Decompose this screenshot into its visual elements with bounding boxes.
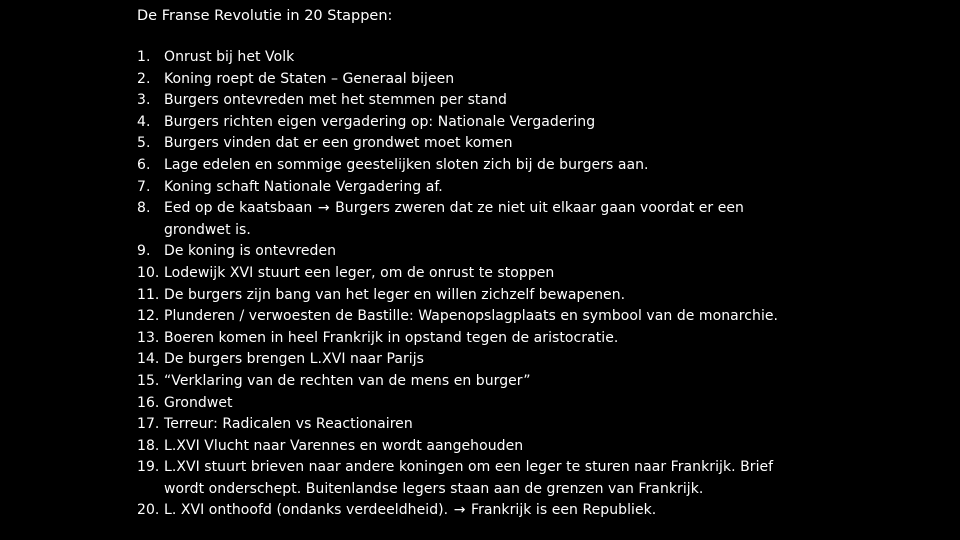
arrow-right-icon: → [453, 502, 466, 519]
item-number: 14. [137, 351, 160, 368]
item-text: Lage edelen en sommige geestelijken sloten zich bij de burgers aan. [164, 156, 649, 173]
item-text: Onrust bij het Volk [164, 49, 295, 65]
list-item-14 [137, 349, 937, 371]
item-number: 12. [137, 308, 160, 325]
item-text-after: Burgers zweren dat ze niet uit elkaar gaan voordat er een grondwet is. [164, 200, 744, 238]
item-number: 19. [137, 459, 160, 476]
item-number: 5. [137, 135, 151, 152]
item-number: 17. [137, 416, 160, 433]
item-text: Koning schaft Nationale Vergadering af. [164, 178, 443, 195]
steps-list [137, 47, 937, 522]
item-text: L.XVI stuurt brieven naar andere koningen om een leger te sturen naar Frankrijk. Brief wordt onderschept. Buitenlandse legers staan aan de grenzen van Frankrijk. [164, 459, 774, 497]
list-item-18 [137, 436, 937, 458]
item-number: 10. [137, 264, 160, 281]
item-number: 9. [137, 243, 151, 260]
list-item-16 [137, 393, 937, 415]
list-item-2 [137, 69, 937, 91]
item-text: Terreur: Radicalen vs Reactionairen [164, 416, 413, 433]
item-text: Burgers vinden dat er een grondwet moet komen [164, 135, 513, 152]
list-item-15 [137, 371, 937, 393]
item-text [164, 198, 804, 241]
list-item-4 [137, 112, 937, 134]
item-text: Koning roept de Staten – Generaal bijeen [164, 70, 455, 87]
item-text: L.XVI Vlucht naar Varennes en wordt aangehouden [164, 437, 524, 454]
item-number: 13. [137, 329, 160, 346]
item-text: De burgers zijn bang van het leger en willen zichzelf bewapenen. [164, 286, 626, 303]
item-number: 2. [137, 70, 151, 87]
item-text: De burgers brengen L.XVI naar Parijs [164, 351, 425, 368]
item-number: 3. [137, 92, 151, 109]
list-item-11 [137, 285, 937, 307]
item-number: 16. [137, 394, 160, 411]
list-item-1 [137, 47, 937, 69]
item-text: Boeren komen in heel Frankrijk in opstand tegen de aristocratie. [164, 329, 619, 346]
slide-title: De Franse Revolutie in 20 Stappen: [137, 8, 393, 24]
item-text: Burgers richten eigen vergadering op: Nationale Vergadering [164, 113, 596, 130]
list-item-8 [137, 198, 937, 241]
item-text-before: L. XVI onthoofd (ondanks verdeeldheid). [164, 502, 449, 519]
item-text: Grondwet [164, 394, 233, 411]
item-number: 6. [137, 156, 151, 173]
item-text-after: Frankrijk is een Republiek. [470, 502, 657, 519]
list-item-19 [137, 457, 937, 500]
item-number: 4. [137, 113, 151, 130]
list-item-17 [137, 414, 937, 436]
list-item-10 [137, 263, 937, 285]
item-number: 1. [137, 49, 151, 65]
list-item-5 [137, 133, 937, 155]
item-number: 18. [137, 437, 160, 454]
item-text [164, 500, 804, 522]
list-item-9 [137, 241, 937, 263]
item-text: “Verklaring van de rechten van de mens en burger” [164, 372, 531, 389]
item-text: Plunderen / verwoesten de Bastille: Wapenopslagplaats en symbool van de monarchie. [164, 308, 779, 325]
item-text: De koning is ontevreden [164, 243, 337, 260]
list-item-12 [137, 306, 937, 328]
item-number: 8. [137, 200, 151, 217]
list-item-6 [137, 155, 937, 177]
list-item-13 [137, 328, 937, 350]
item-text-before: Eed op de kaatsbaan [164, 200, 313, 217]
item-text: Burgers ontevreden met het stemmen per stand [164, 92, 507, 109]
list-item-7 [137, 177, 937, 199]
item-number: 11. [137, 286, 160, 303]
list-item-20 [137, 500, 937, 522]
item-text: Lodewijk XVI stuurt een leger, om de onrust te stoppen [164, 264, 555, 281]
item-number: 7. [137, 178, 151, 195]
list-item-3 [137, 90, 937, 112]
arrow-right-icon: → [317, 200, 330, 217]
item-number: 20. [137, 502, 160, 519]
item-number: 15. [137, 372, 160, 389]
